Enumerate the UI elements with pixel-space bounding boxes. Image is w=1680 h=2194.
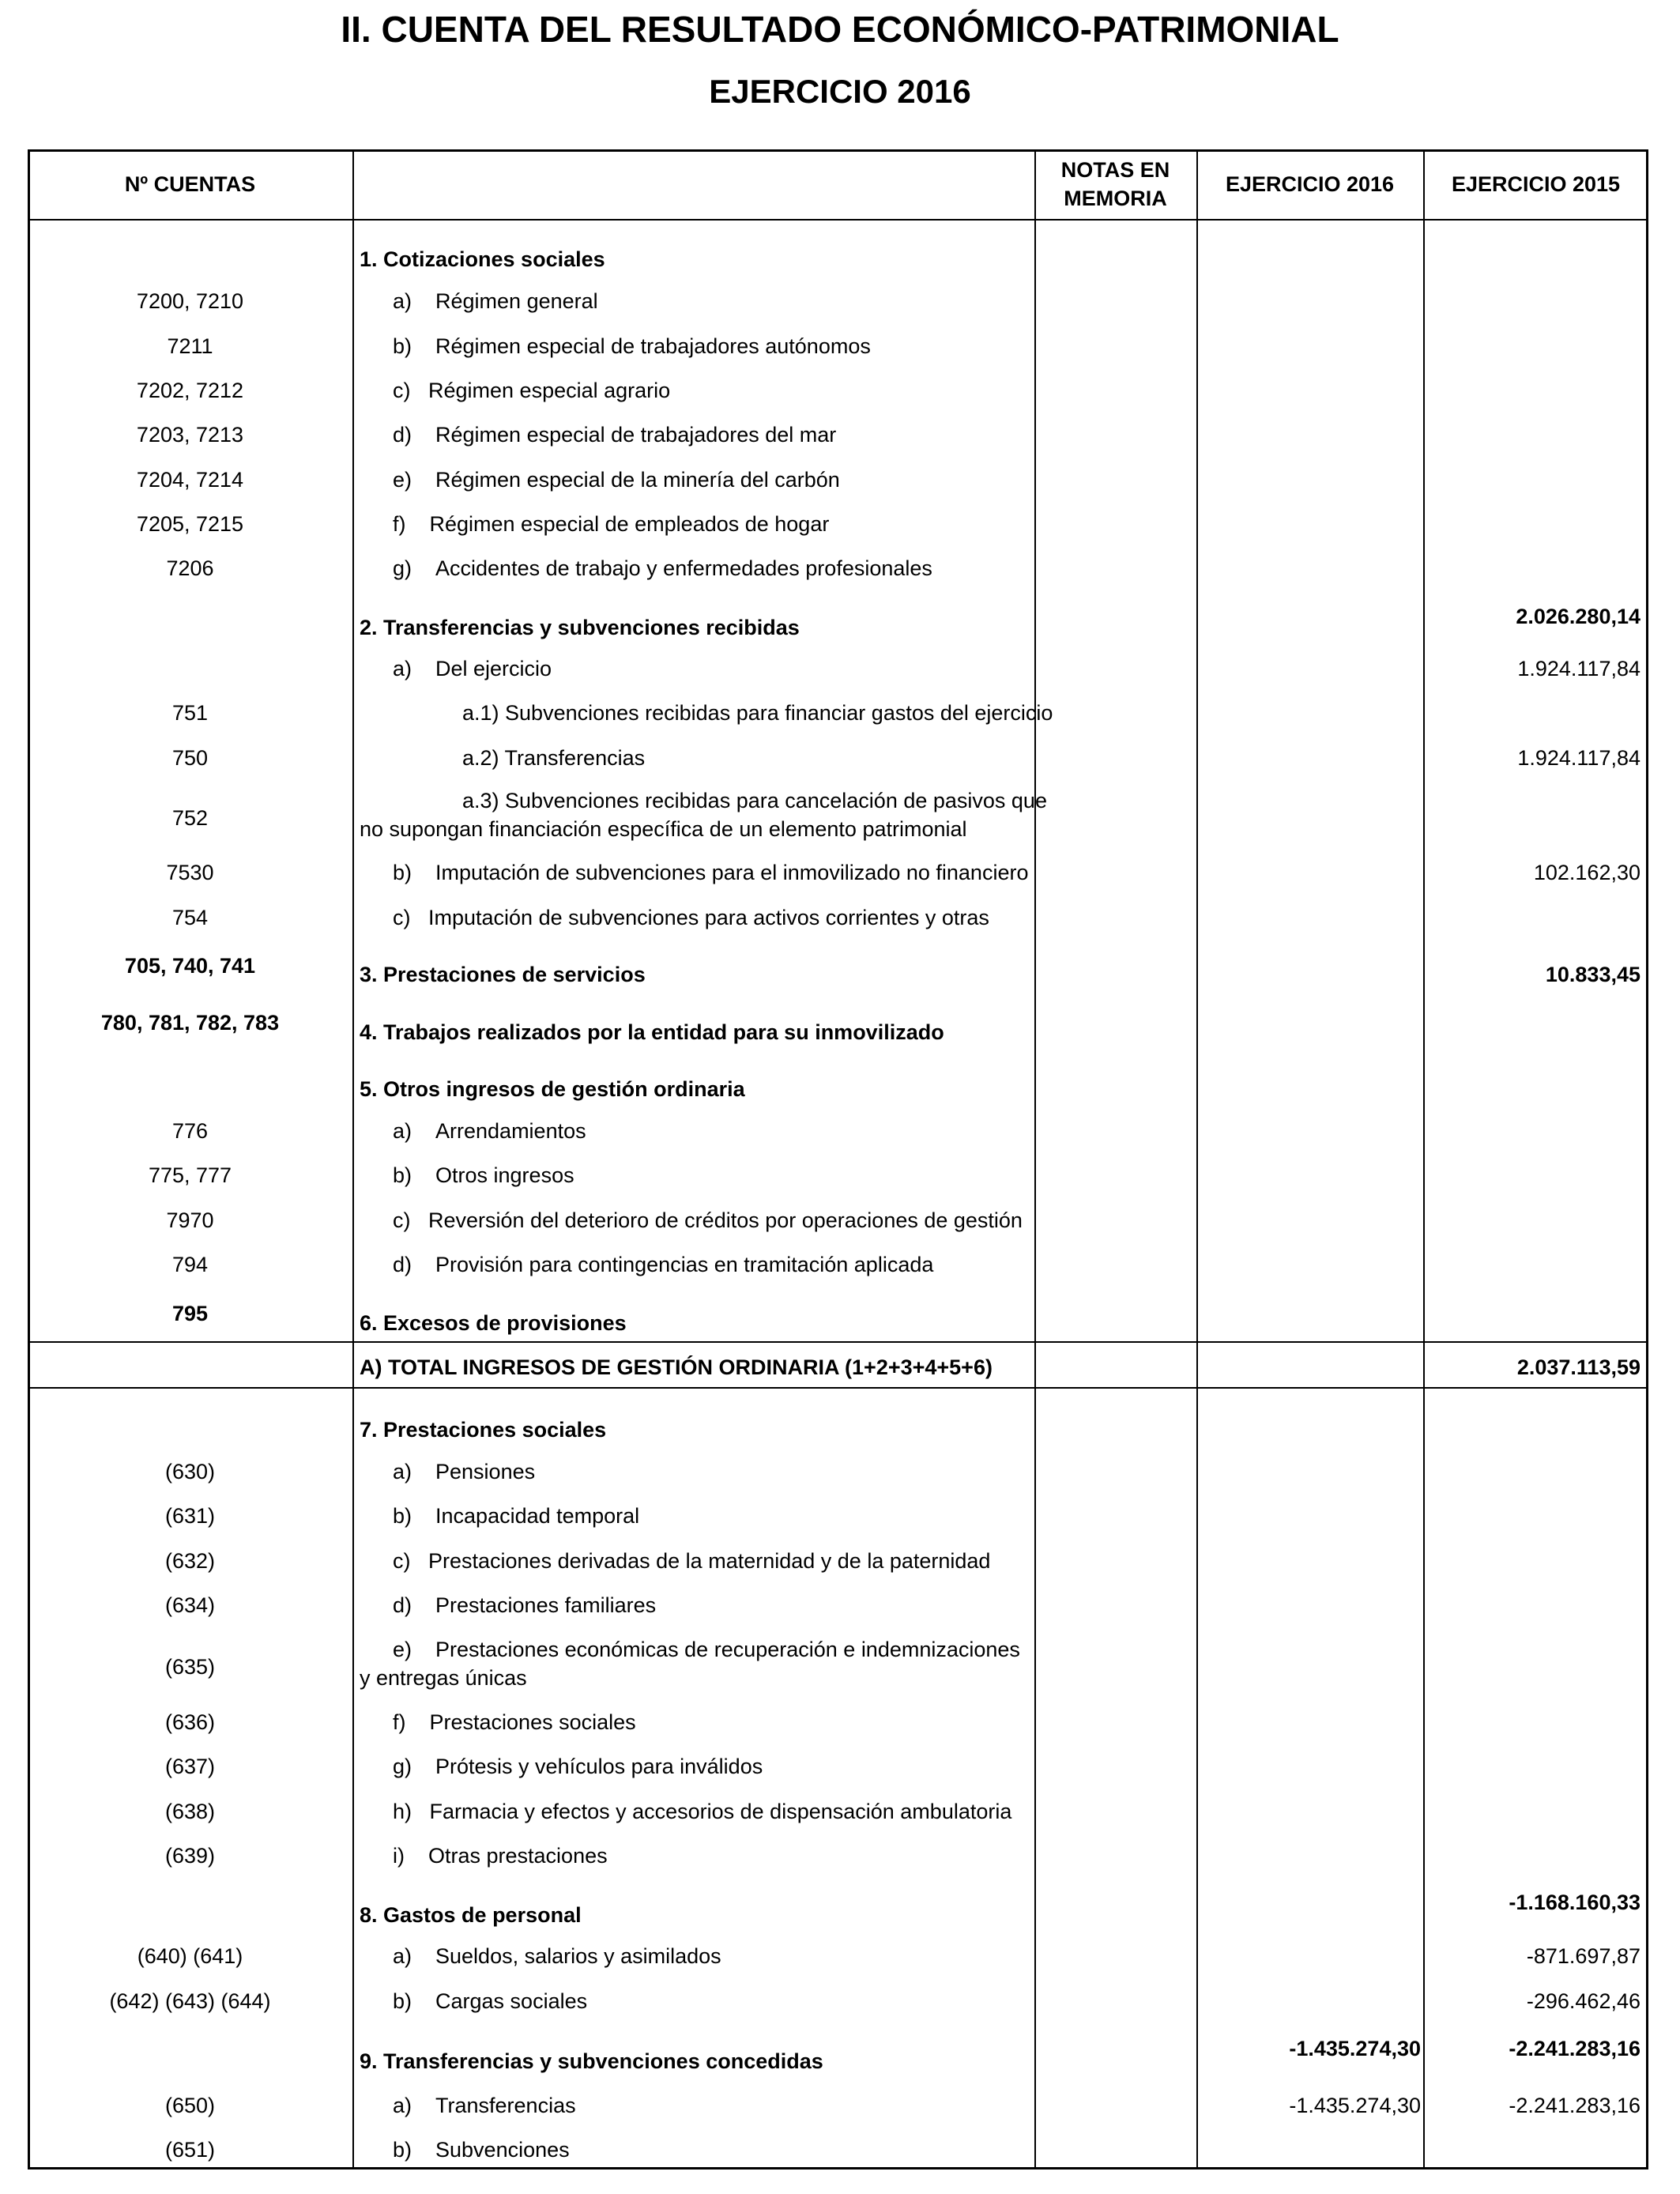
row-description: a.3) Subvenciones recibidas para cancelación de pasivos que <box>462 789 1047 812</box>
value-2016: -1.435.274,30 <box>1289 2094 1421 2117</box>
row-description: 9. Transferencias y subvenciones concedidas <box>360 2049 823 2073</box>
row-description: c) Imputación de subvenciones para activos corrientes y otras <box>393 906 989 929</box>
account-code: (638) <box>164 1800 216 1823</box>
row-description: b) Cargas sociales <box>393 1989 588 2013</box>
account-code: (632) <box>164 1549 216 1573</box>
header-notas: NOTAS EN MEMORIA <box>1060 158 1170 210</box>
row-description-continuation: y entregas únicas <box>360 1666 527 1690</box>
account-code: (651) <box>164 2138 216 2162</box>
row-description: c) Reversión del deterioro de créditos por operaciones de gestión <box>393 1208 1023 1232</box>
account-code: (635) <box>164 1655 216 1679</box>
account-code: 751 <box>171 701 209 725</box>
row-description: i) Otras prestaciones <box>393 1844 608 1868</box>
account-code: 7203, 7213 <box>136 423 244 447</box>
value-2015: 1.924.117,84 <box>1517 657 1640 680</box>
account-code: 7204, 7214 <box>136 468 244 492</box>
row-description: 1. Cotizaciones sociales <box>360 247 605 271</box>
row-description: e) Régimen especial de la minería del carbón <box>393 468 840 492</box>
column-divider <box>352 149 354 2169</box>
row-description: a.1) Subvenciones recibidas para financiar gastos del ejercicio <box>462 701 1053 725</box>
row-description: d) Prestaciones familiares <box>393 1593 657 1617</box>
account-code: 776 <box>171 1119 209 1143</box>
account-code: 780, 781, 782, 783 <box>100 1011 280 1035</box>
row-description: 7. Prestaciones sociales <box>360 1418 607 1442</box>
account-code: 7202, 7212 <box>136 379 244 402</box>
header-divider <box>28 219 1648 221</box>
row-description: 5. Otros ingresos de gestión ordinaria <box>360 1077 745 1101</box>
account-code: 795 <box>171 1302 209 1325</box>
value-2016: -1.435.274,30 <box>1289 2037 1421 2060</box>
account-code: 7211 <box>167 334 213 358</box>
value-2015: -296.462,46 <box>1526 1989 1640 2013</box>
row-description: 8. Gastos de personal <box>360 1903 582 1927</box>
value-2015: -1.168.160,33 <box>1509 1891 1640 1914</box>
row-description: d) Régimen especial de trabajadores del mar <box>393 423 837 447</box>
account-code: 7206 <box>166 556 214 580</box>
value-2015: 10.833,45 <box>1545 963 1640 986</box>
account-code: (637) <box>164 1755 216 1778</box>
value-2015: 2.026.280,14 <box>1516 605 1640 628</box>
account-code: (640) (641) <box>137 1944 243 1968</box>
row-description: g) Prótesis y vehículos para inválidos <box>393 1755 763 1778</box>
page-title: II. CUENTA DEL RESULTADO ECONÓMICO-PATRIMONIAL <box>341 9 1339 50</box>
value-2015: -2.241.283,16 <box>1509 2037 1640 2060</box>
row-description: a.2) Transferencias <box>462 746 646 770</box>
account-code: 7970 <box>166 1208 214 1232</box>
row-description: a) Arrendamientos <box>393 1119 586 1143</box>
account-code: (639) <box>164 1844 216 1868</box>
row-description-continuation: no supongan financiación específica de un elemento patrimonial <box>360 817 967 841</box>
header-ejercicio-2016: EJERCICIO 2016 <box>1225 172 1395 196</box>
account-code: (630) <box>164 1460 216 1483</box>
column-divider <box>1423 149 1425 2169</box>
row-description: 3. Prestaciones de servicios <box>360 963 646 986</box>
row-description: b) Incapacidad temporal <box>393 1504 640 1528</box>
row-description: g) Accidentes de trabajo y enfermedades profesionales <box>393 556 932 580</box>
row-description: c) Prestaciones derivadas de la maternidad y de la paternidad <box>393 1549 991 1573</box>
account-code: 794 <box>171 1253 209 1276</box>
row-description: 6. Excesos de provisiones <box>360 1311 627 1335</box>
row-description: d) Provisión para contingencias en tramitación aplicada <box>393 1253 934 1276</box>
total-divider-bottom <box>28 1387 1648 1389</box>
account-code: (650) <box>164 2094 216 2117</box>
row-description: f) Régimen especial de empleados de hogar <box>393 512 830 536</box>
row-description: a) Transferencias <box>393 2094 576 2117</box>
row-description: 4. Trabajos realizados por la entidad para su inmovilizado <box>360 1020 944 1044</box>
total-divider-top <box>28 1341 1648 1343</box>
header-ejercicio-2015: EJERCICIO 2015 <box>1451 172 1621 196</box>
row-description: a) Sueldos, salarios y asimilados <box>393 1944 721 1968</box>
account-code: (634) <box>164 1593 216 1617</box>
value-2015: 2.037.113,59 <box>1516 1355 1640 1379</box>
header-cuentas: Nº CUENTAS <box>124 172 256 196</box>
row-description: b) Otros ingresos <box>393 1163 574 1187</box>
row-description: a) Pensiones <box>393 1460 536 1483</box>
account-code: (631) <box>164 1504 216 1528</box>
account-code: 7205, 7215 <box>136 512 244 536</box>
row-description: 2. Transferencias y subvenciones recibidas <box>360 616 800 639</box>
row-description: a) Régimen general <box>393 289 598 313</box>
value-2015: 1.924.117,84 <box>1517 746 1640 770</box>
row-description: b) Régimen especial de trabajadores autónomos <box>393 334 871 358</box>
value-2015: 102.162,30 <box>1533 861 1640 884</box>
row-description: e) Prestaciones económicas de recuperación e indemnizaciones <box>393 1638 1020 1661</box>
value-2015: -871.697,87 <box>1526 1944 1640 1968</box>
row-description: a) Del ejercicio <box>393 657 552 680</box>
column-divider <box>1196 149 1198 2169</box>
account-code: 752 <box>171 806 209 830</box>
value-2015: -2.241.283,16 <box>1509 2094 1640 2117</box>
row-description: h) Farmacia y efectos y accesorios de dispensación ambulatoria <box>393 1800 1012 1823</box>
row-description: b) Imputación de subvenciones para el inmovilizado no financiero <box>393 861 1029 884</box>
account-code: 750 <box>171 746 209 770</box>
account-code: 7530 <box>166 861 214 884</box>
account-code: (642) (643) (644) <box>109 1989 271 2013</box>
account-code: 775, 777 <box>148 1163 232 1187</box>
account-code: 7200, 7210 <box>136 289 244 313</box>
row-description: c) Régimen especial agrario <box>393 379 671 402</box>
row-description: A) TOTAL INGRESOS DE GESTIÓN ORDINARIA (1+2+3+4+5+6) <box>360 1355 993 1379</box>
page-subtitle: EJERCICIO 2016 <box>709 73 971 110</box>
row-description: b) Subvenciones <box>393 2138 570 2162</box>
account-code: 705, 740, 741 <box>124 954 256 978</box>
account-code: 754 <box>171 906 209 929</box>
account-code: (636) <box>164 1710 216 1734</box>
row-description: f) Prestaciones sociales <box>393 1710 636 1734</box>
